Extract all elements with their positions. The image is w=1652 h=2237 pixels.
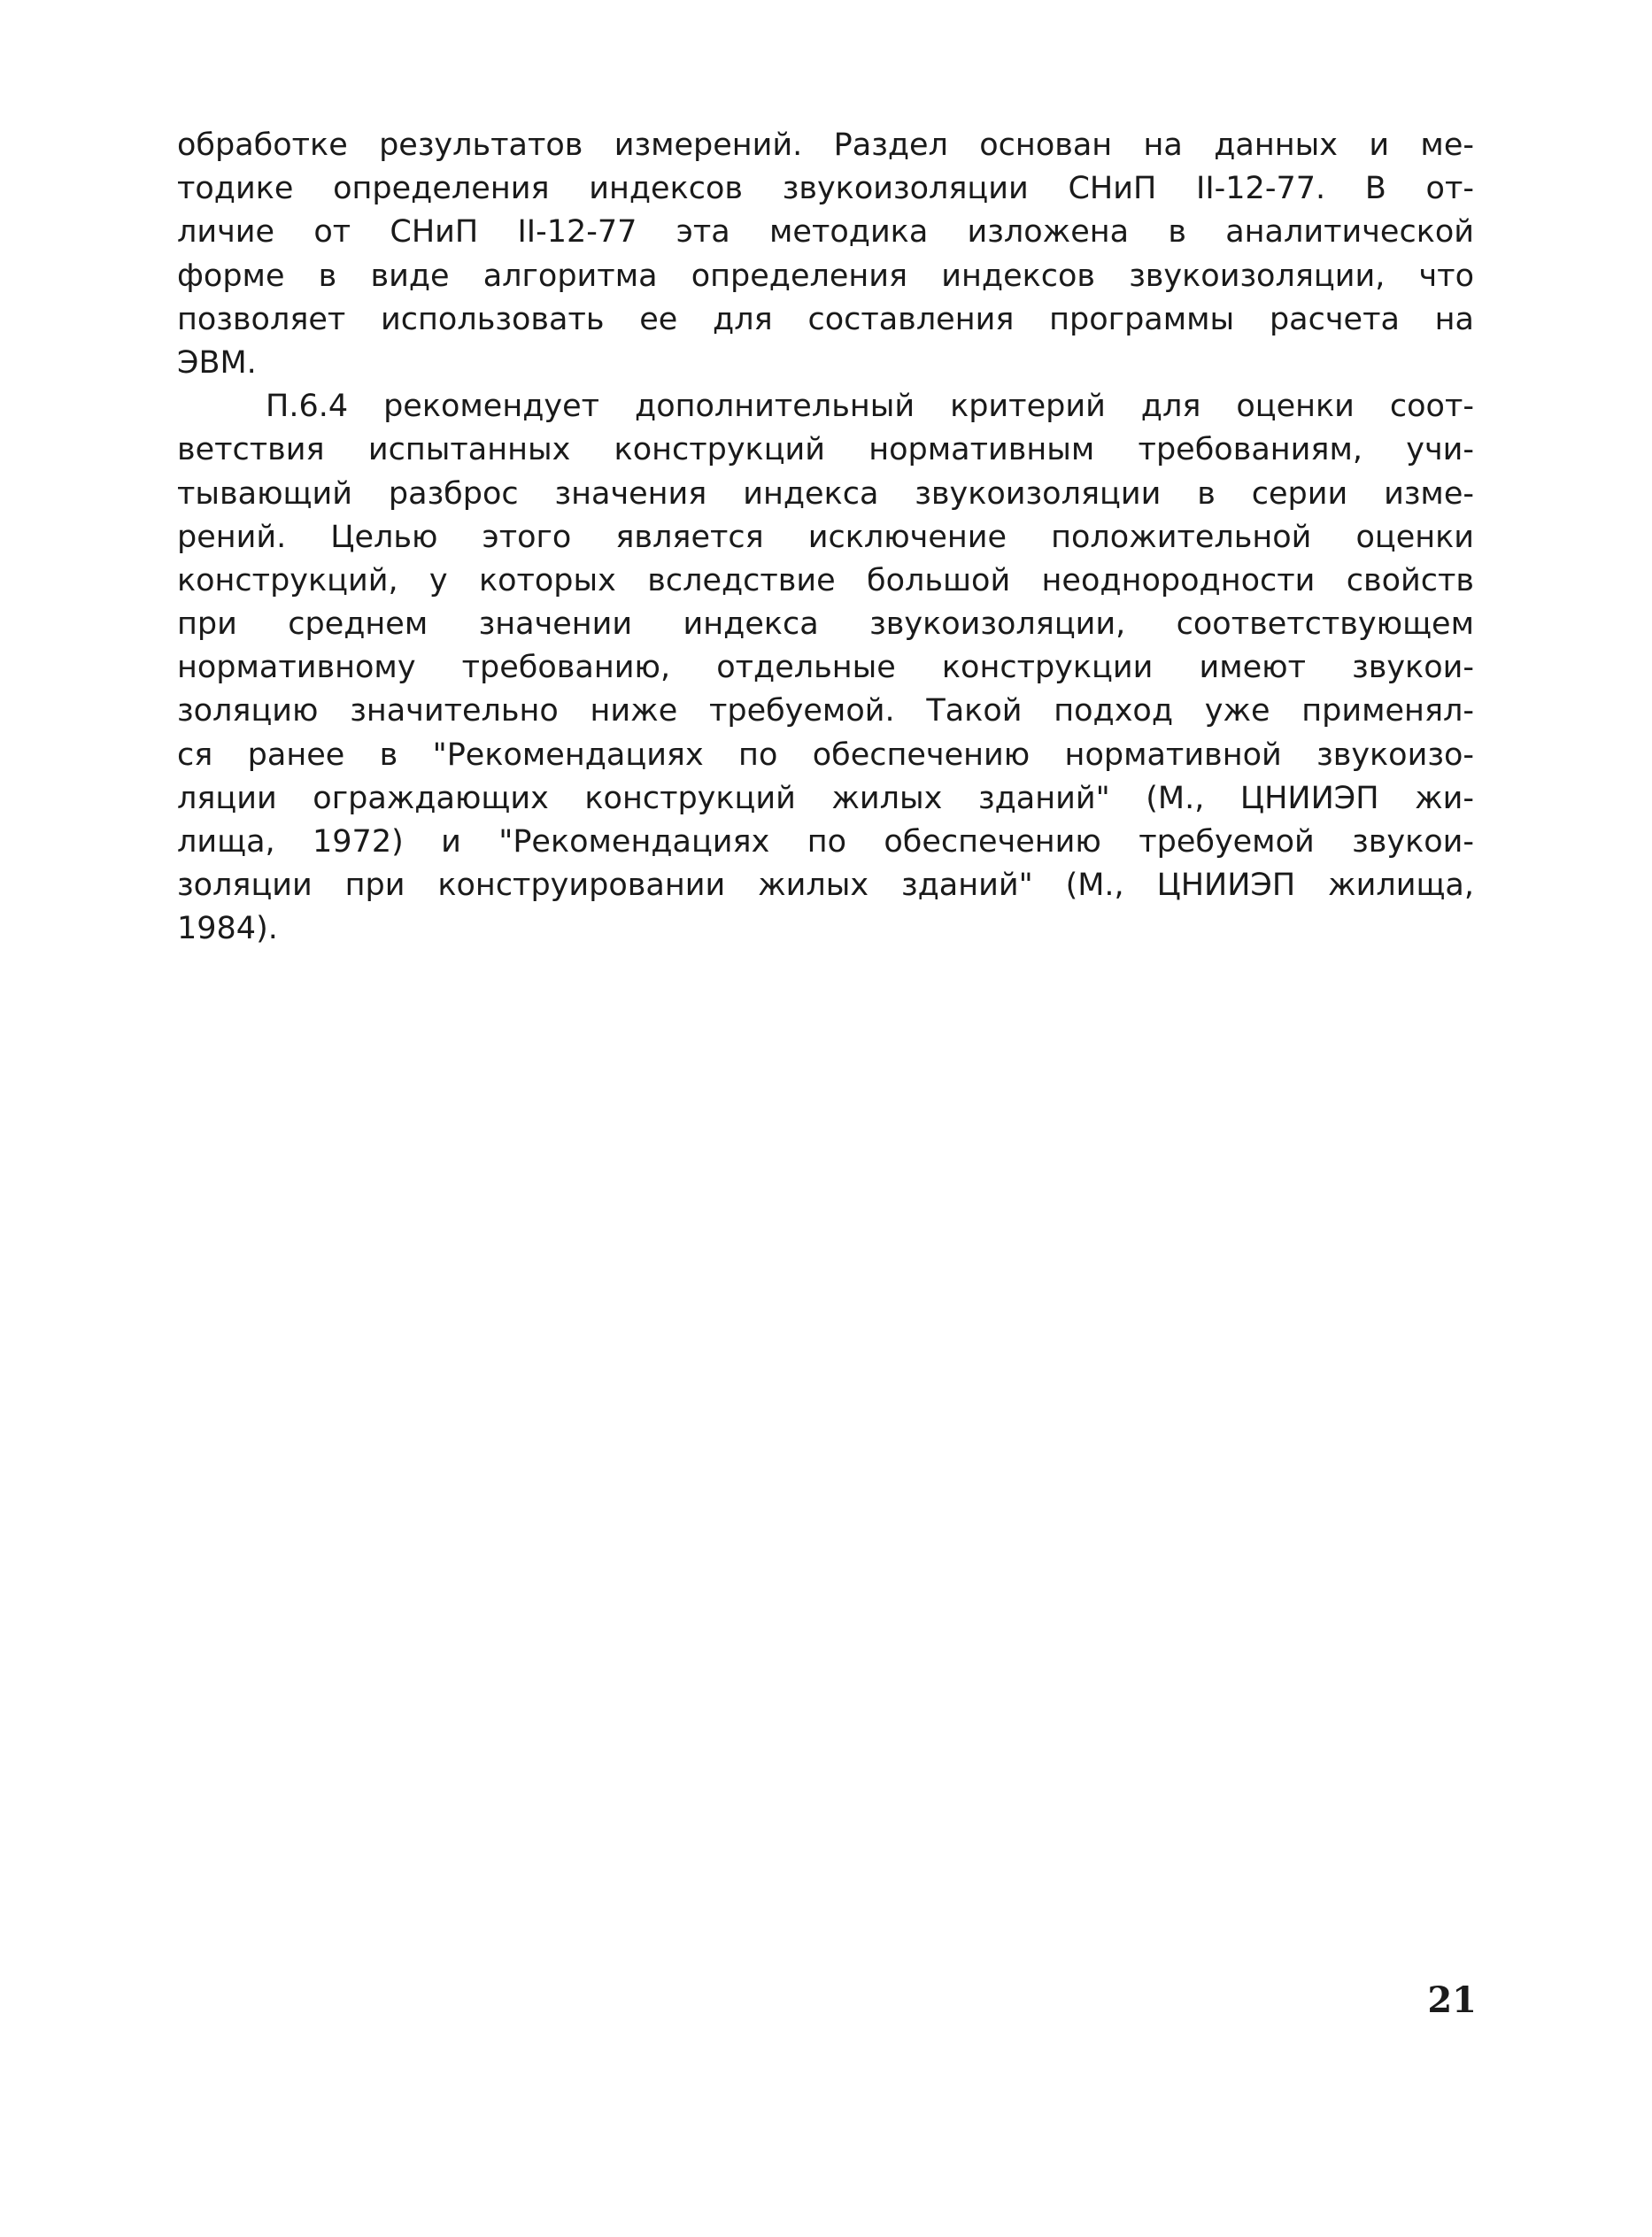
text-line: ляции ограждающих конструкций жилых зданий" (М., ЦНИИЭП жи-: [177, 780, 1474, 816]
paragraph-2: [177, 385, 1474, 951]
text-line: лища, 1972) и "Рекомендациях по обеспечению требуемой звукои-: [177, 824, 1474, 860]
text-line: нормативному требованию, отдельные конструкции имеют звукои-: [177, 650, 1474, 686]
text-line: ся ранее в "Рекомендациях по обеспечению нормативной звукоизо-: [177, 737, 1474, 773]
text-line: обработке результатов измерений. Раздел основан на данных и ме-: [177, 127, 1474, 163]
text-line: при среднем значении индекса звукоизоляции, соответствующем: [177, 606, 1474, 643]
text-line: тывающий разброс значения индекса звукоизоляции в серии изме-: [177, 475, 1474, 512]
text-line: П.6.4 рекомендует дополнительный критерий для оценки соот-: [266, 389, 1474, 425]
text-line: рений. Целью этого является исключение положительной оценки: [177, 519, 1474, 555]
text-line: золяции при конструировании жилых зданий" (М., ЦНИИЭП жилища,: [177, 868, 1474, 904]
text-line: ветствия испытанных конструкций нормативным требованиям, учи-: [177, 432, 1474, 468]
text-line: ЭВМ.: [177, 344, 257, 381]
text-line: золяцию значительно ниже требуемой. Такой подход уже применял-: [177, 693, 1474, 729]
text-line: личие от СНиП II-12-77 эта методика изложена в аналитической: [177, 214, 1474, 251]
text-line: тодике определения индексов звукоизоляции СНиП II-12-77. В от-: [177, 171, 1474, 207]
text-line: конструкций, у которых вследствие большой неоднородности свойств: [177, 562, 1474, 598]
text-line: позволяет использовать ее для составления программы расчета на: [177, 301, 1474, 337]
paragraph-1: [177, 124, 1474, 385]
text-line: форме в виде алгоритма определения индексов звукоизоляции, что: [177, 258, 1474, 294]
page-number: 21: [1427, 1979, 1477, 2021]
text-line: 1984).: [177, 911, 278, 947]
body-text: [177, 124, 1474, 952]
